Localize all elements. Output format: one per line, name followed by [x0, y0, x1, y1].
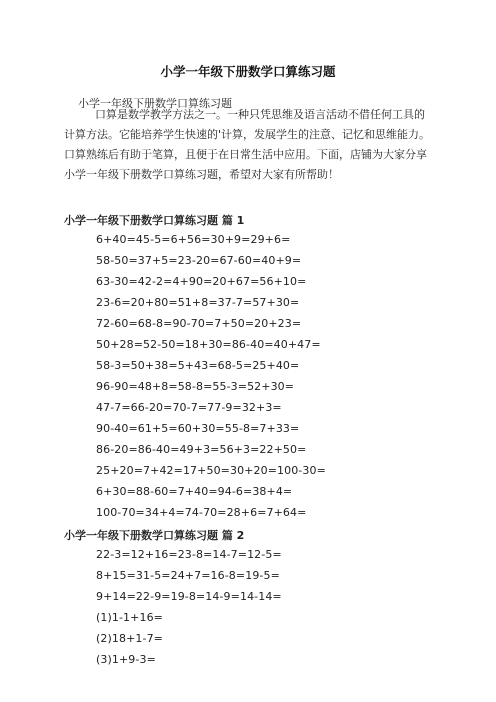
equation-line: 58-3=50+38=5+43=68-5=25+40= — [96, 359, 300, 372]
document-subtitle: 小学一年级下册数学口算练习题 — [78, 97, 232, 110]
equation-line: 100-70=34+4=74-70=28+6=7+64= — [96, 506, 307, 519]
equation-line: 96-90=48+8=58-8=55-3=52+30= — [96, 380, 295, 393]
equation-line: 25+20=7+42=17+50=30+20=100-30= — [96, 464, 326, 477]
equation-line: 86-20=86-40=49+3=56+3=22+50= — [96, 443, 307, 456]
equation-line: 22-3=12+16=23-8=14-7=12-5= — [96, 548, 282, 561]
equation-line: 47-7=66-20=70-7=77-9=32+3= — [96, 401, 282, 414]
equation-line: 58-50=37+5=23-20=67-60=40+9= — [96, 254, 302, 267]
equation-line: (3)1+9-3= — [96, 653, 156, 666]
equation-line: 72-60=68-8=90-70=7+50=20+23= — [96, 317, 302, 330]
equation-line: (2)18+1-7= — [96, 632, 163, 645]
equation-line: 6+40=45-5=6+56=30+9=29+6= — [96, 233, 291, 246]
intro-paragraph: 口算是数学教学方法之一。一种只凭思维及语言活动不借任何工具的计算方法。它能培养学生快速的'计算，发展学生的注意、记忆和思维能力。口算熟练后有助于笔算，且便于在日常生活中应用。下面，店铺为大家分享小学一年级下册数学口算练习题，希望对大家有所帮助！ — [64, 108, 431, 181]
document-title: 小学一年级下册数学口算练习题 — [160, 64, 336, 79]
equation-line: 6+30=88-60=7+40=94-6=38+4= — [96, 485, 293, 498]
equation-line: 9+14=22-9=19-8=14-9=14-14= — [96, 590, 282, 603]
section-heading-1: 小学一年级下册数学口算练习题 篇 1 — [64, 214, 245, 227]
equation-line: 50+28=52-50=18+30=86-40=40+47= — [96, 338, 321, 351]
equation-line: 90-40=61+5=60+30=55-8=7+33= — [96, 422, 300, 435]
equation-line: (1)1-1+16= — [96, 611, 163, 624]
equation-line: 63-30=42-2=4+90=20+67=56+10= — [96, 275, 307, 288]
section-heading-2: 小学一年级下册数学口算练习题 篇 2 — [64, 529, 245, 542]
equation-line: 23-6=20+80=51+8=37-7=57+30= — [96, 296, 300, 309]
equation-line: 8+15=31-5=24+7=16-8=19-5= — [96, 569, 280, 582]
